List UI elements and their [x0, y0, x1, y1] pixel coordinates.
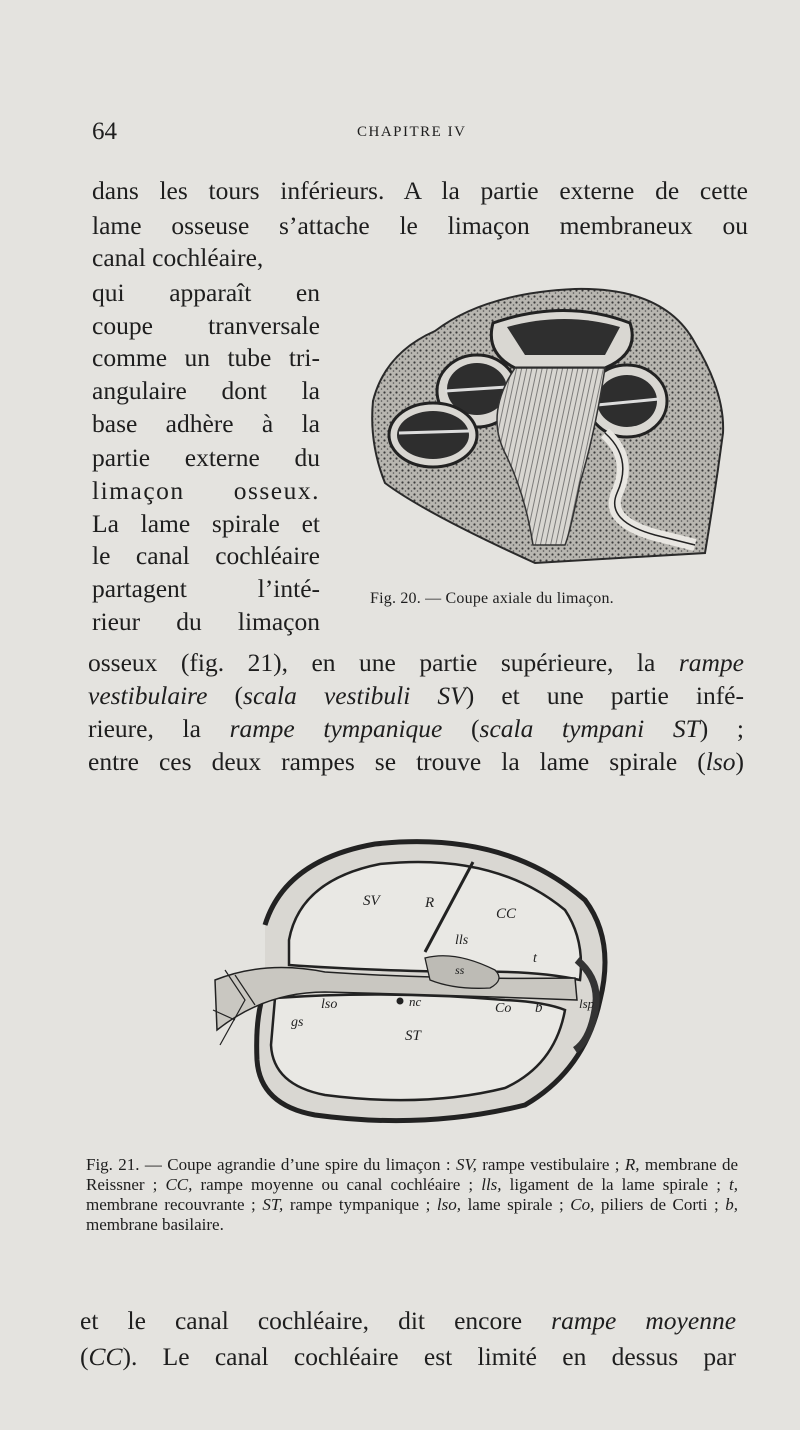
fig21-label-lls: lls: [455, 933, 469, 948]
fig21-label-gs: gs: [291, 1015, 304, 1030]
text-line: comme un tube tri-: [92, 343, 320, 372]
text-line: (CC). Le canal cochléaire est limité en dessus par: [80, 1342, 736, 1371]
fig21-label-cc: CC: [496, 906, 517, 922]
text-line: et le canal cochléaire, dit encore rampe moyenne: [80, 1306, 737, 1335]
fig21-label-lso: lso: [321, 997, 338, 1012]
figure-20-caption: Fig. 20. — Coupe axiale du limaçon.: [370, 590, 614, 607]
fig21-label-co: Co: [495, 1001, 512, 1016]
fig21-label-lsp: lsp: [579, 996, 595, 1011]
figure-20-cochlea-axial-section: [365, 283, 737, 573]
text-line: osseux (fig. 21), en une partie supérieure, la rampe: [88, 648, 744, 677]
fig21-label-r: R: [425, 895, 435, 911]
text-line: coupe tranversale: [92, 311, 320, 340]
running-header: CHAPITRE IV: [357, 124, 467, 140]
figure-21-caption: Fig. 21. — Coupe agrandie d’une spire du limaçon : SV, rampe vestibulaire ; R, membrane de Reissner ; CC, rampe moyenne ou canal cochléaire ; lls, ligament de la lame spirale ; t, membrane recouvrante ; ST, rampe tympanique ; lso, lame spirale ; Co, piliers de Corti ; b, membrane basilaire.: [86, 1155, 739, 1234]
text-line: rieure, la rampe tympanique (scala tympani ST) ;: [88, 714, 745, 743]
text-line: partie externe du: [92, 443, 320, 472]
text-line: vestibulaire (scala vestibuli SV) et une partie infé-: [88, 681, 744, 710]
page-number: 64: [92, 118, 117, 145]
text-line: entre ces deux rampes se trouve la lame spirale (lso): [88, 747, 744, 776]
text-line: base adhère à la: [92, 409, 320, 438]
text-line: qui apparaît en: [92, 278, 320, 307]
text-line: canal cochléaire,: [92, 243, 264, 272]
fig21-label-nc: nc: [409, 994, 422, 1009]
fig21-label-st: ST: [405, 1028, 421, 1044]
fig21-label-sv: SV: [363, 893, 380, 909]
text-line: le canal cochléaire: [92, 541, 320, 570]
text-line: limaçon osseux.: [92, 476, 320, 505]
text-line: rieur du limaçon: [92, 607, 320, 636]
fig21-label-ss: ss: [455, 963, 465, 977]
figure-21-cochlear-turn-section: [205, 830, 625, 1130]
text-line: lame osseuse s’attache le limaçon membraneux ou: [92, 211, 748, 240]
fig21-label-b: b: [535, 1000, 543, 1016]
text-line: partagent l’inté-: [92, 574, 320, 603]
text-line: dans les tours inférieurs. A la partie externe de cette: [92, 176, 748, 205]
fig21-label-t: t: [533, 951, 537, 966]
text-line: La lame spirale et: [92, 509, 320, 538]
text-line: angulaire dont la: [92, 376, 320, 405]
